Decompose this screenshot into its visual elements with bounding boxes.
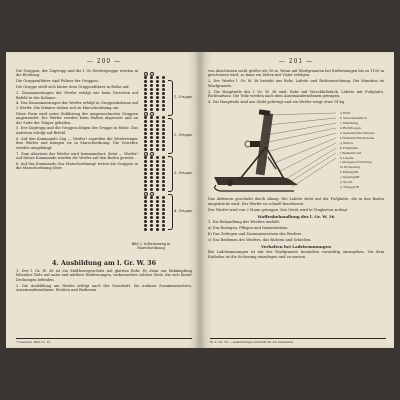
soldier-dot — [162, 204, 165, 207]
soldier-dot — [144, 216, 147, 219]
legend-item: a Rohr — [340, 111, 351, 116]
soldier-dot — [162, 200, 165, 203]
legend-item: g Stütze — [340, 140, 354, 145]
paragraph: 4. Die Hauptteile sind aus Stahl gefertigt und ein Werfer wiegt etwa 14 kg. — [208, 99, 346, 104]
handle-knob — [227, 180, 233, 186]
soldier-dot — [150, 100, 153, 103]
legend-item: b Verschlußstück — [340, 116, 368, 121]
legend-item: p Sporn — [340, 180, 353, 185]
soldier-dot — [162, 188, 165, 191]
body-text — [16, 69, 138, 171]
soldier-dot — [156, 172, 159, 175]
soldier-dot — [162, 132, 165, 135]
soldier-dot — [156, 208, 159, 211]
soldier-dot — [162, 196, 165, 199]
soldier-dot — [162, 92, 165, 95]
soldier-dot — [162, 216, 165, 219]
soldier-dot — [150, 80, 153, 83]
soldier-dot — [144, 156, 147, 159]
soldier-dot — [144, 160, 147, 163]
paragraph: Bei Ladehemmungen ist mit der Wurfgranate besonders vorsichtig umzugehen. Vor dem Entladen ist die Sicherung einzulegen und zu warten. — [208, 250, 384, 259]
soldier-dot — [156, 136, 159, 139]
soldier-dot — [162, 124, 165, 127]
list-item: b) Das Zerlegen und Zusammensetzen des Werfers. — [208, 231, 303, 236]
soldier-dot — [162, 212, 165, 215]
soldier-dot — [144, 88, 147, 91]
soldier-dot — [156, 144, 159, 147]
soldier-dot — [150, 168, 153, 171]
soldier-dot — [144, 120, 147, 123]
soldier-dot — [144, 92, 147, 95]
soldier-dot — [150, 172, 153, 175]
soldier-dot — [162, 76, 165, 79]
soldier-dot — [156, 104, 159, 107]
group-brace — [168, 156, 173, 192]
paragraph: 4. Das Zusammentragen der Werfer erfolgt in Gruppenkolonne auf 2 Werfer. Die Männer reihen sich in Marschordnung ein. — [16, 101, 138, 110]
page-footnote: *) Zeichen, Bild 12, 13. — [16, 338, 192, 344]
soldier-dot — [156, 184, 159, 187]
soldier-dot — [144, 80, 147, 83]
soldier-dot — [162, 128, 165, 131]
soldier-dot — [150, 108, 153, 111]
soldier-dot — [150, 88, 153, 91]
body-text — [208, 250, 384, 259]
paragraph: 1. Der l. Gr. W. 36 ist ein Steilfeuergeschütz mit glattem Rohr. Er dient zur Bekämpfung lebender Ziele auf nahe und mittlere Entfernungen, insbesondere solcher Ziele, die sich hinter Deckungen befinden. — [16, 269, 192, 282]
soldier-dot — [156, 96, 159, 99]
soldier-dot — [156, 188, 159, 191]
paragraph: 7. Zum Absetzen der Werfer wird kommandiert: Setzt — Werfer! Auf dieses Kommando werden die Werfer auf den Boden gesetzt. — [16, 151, 138, 160]
soldier-dot — [156, 220, 159, 223]
list-item: a) Das Reinigen, Pflegen und Instandsetzen. — [208, 225, 289, 230]
soldier-dot — [144, 128, 147, 131]
paragraph: 2. Der Werfer l. Gr. W. 36 besteht aus Rohr, Lafette und Richteinrichtung. Die Munition ist Wurfgranate. — [208, 79, 384, 88]
soldier-dot — [150, 180, 153, 183]
soldier-dot — [162, 156, 165, 159]
soldier-dot — [156, 92, 159, 95]
soldier-dot — [162, 116, 165, 119]
soldier-dot — [150, 196, 153, 199]
figure-caption: Bild 2. Schützenzug in Marschordnung — [131, 242, 171, 250]
group-label: 3. Gruppe — [174, 171, 193, 175]
list-text — [208, 220, 384, 242]
soldier-dot — [150, 200, 153, 203]
paragraph: Diese Form wird unter Zuführung der ausgezeichneten Gruppen angewendet. Die Werfer werden beim Halten abgesetzt und an der Seite der Träger gehalten. — [16, 111, 138, 125]
legend-item: q Tragegriff — [340, 184, 359, 189]
soldier-dot — [150, 176, 153, 179]
legend-item: d Richtbogen — [340, 126, 361, 131]
march-formation-figure — [140, 68, 192, 238]
soldier-dot — [162, 184, 165, 187]
soldier-dot — [162, 224, 165, 227]
soldier-dot — [144, 124, 147, 127]
soldier-dot — [162, 140, 165, 143]
legend-item: l Abzugsvorrichtung — [340, 160, 372, 165]
soldier-dot — [144, 100, 147, 103]
leader-lines — [264, 113, 336, 187]
soldier-dot — [156, 128, 159, 131]
soldier-dot — [150, 216, 153, 219]
group-brace — [168, 80, 173, 116]
soldier-dot — [162, 80, 165, 83]
soldier-dot — [150, 156, 153, 159]
soldier-dot — [162, 228, 165, 231]
legend-item: f Höhenrichtschraube — [340, 135, 375, 140]
paragraph: 6. Auf den Kommando Zug — Werfer! ergreifen die Werferträger ihre Werfer und bringen sie in Marschordnung. Die Gewehre werden umgehängt. — [16, 136, 138, 150]
soldier-dot — [144, 188, 147, 191]
sight-unit — [250, 141, 260, 147]
soldier-dot — [144, 184, 147, 187]
soldier-dot — [144, 168, 147, 171]
soldier-dot — [150, 76, 153, 79]
soldier-dot — [144, 220, 147, 223]
page-number: — 201 — — [278, 58, 314, 65]
soldier-dot — [156, 156, 159, 159]
soldier-dot — [150, 188, 153, 191]
soldier-dot — [156, 176, 159, 179]
soldier-dot — [150, 104, 153, 107]
soldier-dot — [144, 228, 147, 231]
paragraph: Die Gruppen, der Zugtrupp und die l. Gr.-Werfergruppe werden in die Richtung. — [16, 69, 138, 78]
soldier-dot — [150, 132, 153, 135]
paragraph: 8. Auf das Kommando Zur Marschordnung! treten die Gruppen in die Marschordnung über. — [16, 161, 138, 171]
soldier-dot — [144, 164, 147, 167]
legend-item: k Libelle — [340, 155, 354, 160]
legend-item: n Handgriff — [340, 170, 359, 175]
paragraph: Der Werfer wird von 2 Mann getragen. Das Gerät wird in Traglasten zerlegt. — [208, 207, 349, 212]
paragraph: Die Gruppenführer sind Führer der Gruppen. — [16, 79, 99, 84]
section-heading: 4. Ausbildung am l. Gr. W. 36 — [51, 259, 157, 267]
soldier-dot — [144, 116, 147, 119]
soldier-dot — [150, 184, 153, 187]
soldier-dot — [156, 116, 159, 119]
soldier-dot — [156, 196, 159, 199]
soldier-dot — [162, 168, 165, 171]
legend-item: c Mündung — [340, 121, 358, 126]
group-brace — [168, 194, 173, 230]
group-brace — [168, 118, 173, 154]
soldier-dot — [144, 140, 147, 143]
soldier-dot — [150, 144, 153, 147]
soldier-dot — [144, 204, 147, 207]
soldier-dot — [144, 224, 147, 227]
soldier-dot — [156, 100, 159, 103]
group-label: 2. Gruppe — [174, 133, 193, 137]
soldier-dot — [162, 220, 165, 223]
base-plate — [214, 177, 298, 185]
legend-item: m Sicherung — [340, 165, 361, 170]
right-page — [200, 52, 394, 348]
soldier-dot — [144, 132, 147, 135]
soldier-dot — [162, 160, 165, 163]
soldier-dot — [162, 148, 165, 151]
page-footer: W. 2. Nr. 70 — Ausbildungsvorschrift für die Infanterie — [210, 338, 386, 344]
soldier-dot — [162, 180, 165, 183]
soldier-dot — [156, 80, 159, 83]
soldier-dot — [162, 100, 165, 103]
legend-item: i Zielfernrohr — [340, 150, 362, 155]
soldier-dot — [144, 104, 147, 107]
soldier-dot — [162, 88, 165, 91]
soldier-dot — [150, 148, 153, 151]
section-text — [16, 269, 192, 293]
soldier-dot — [156, 228, 159, 231]
soldier-dot — [150, 208, 153, 211]
soldier-dot — [150, 224, 153, 227]
soldier-dot — [156, 200, 159, 203]
soldier-dot — [150, 228, 153, 231]
soldier-dot — [150, 120, 153, 123]
page-number: — 200 — — [86, 58, 122, 65]
soldier-dot — [156, 180, 159, 183]
section-block — [16, 256, 192, 294]
left-page — [6, 52, 200, 348]
soldier-dot — [150, 84, 153, 87]
paragraph: 3. Zusammentragen der Werfer erfolgt wie beim Vortreten auf Befehl in der Kolonne. — [16, 91, 138, 100]
left-text-column — [16, 69, 138, 171]
paragraph: von Abschüssen nicht größer als 50 m. Wenn mit Wurfgranaten bei Entfernungen bis zu 1100 m geschossen wird, so kann ein Zielen mit Visier erfolgen. — [208, 69, 384, 78]
soldier-dot — [156, 204, 159, 207]
soldier-dot — [144, 144, 147, 147]
soldier-dot — [150, 116, 153, 119]
soldier-dot — [162, 176, 165, 179]
paragraph: Das Abfeuern geschieht durch Abzug. Die Lafette steht auf der Fußplatte, die in den Boden eingedrückt wird. Der Werfer ist schnell feuerbereit. — [208, 197, 384, 206]
soldier-dot — [150, 164, 153, 167]
bipod-leg — [266, 147, 284, 179]
soldier-dot — [144, 208, 147, 211]
skid-rail — [215, 185, 294, 191]
subsection-heading: Waffenbehandlung des l. Gr. W. 36 — [257, 214, 335, 220]
soldier-dot — [156, 108, 159, 111]
soldier-dot — [162, 172, 165, 175]
soldier-dot — [162, 120, 165, 123]
soldier-dot — [162, 104, 165, 107]
soldier-dot — [144, 76, 147, 79]
figure-legend — [340, 111, 384, 190]
legend-item: o Spanngriff — [340, 175, 360, 180]
soldier-dot — [150, 204, 153, 207]
soldier-dot — [156, 216, 159, 219]
soldier-dot — [156, 148, 159, 151]
soldier-dot — [156, 160, 159, 163]
soldier-dot — [156, 164, 159, 167]
list-item: 1. Die Behandlung des Werfers umfaßt: — [208, 220, 281, 225]
soldier-dot — [150, 92, 153, 95]
soldier-dot — [144, 148, 147, 151]
soldier-dot — [162, 144, 165, 147]
soldier-dot — [144, 176, 147, 179]
soldier-dot — [150, 160, 153, 163]
soldier-dot — [150, 136, 153, 139]
soldier-dot — [156, 84, 159, 87]
soldier-dot — [144, 108, 147, 111]
soldier-dot — [162, 96, 165, 99]
legend-item: e Seitenrichtschraube — [340, 130, 375, 135]
soldier-dot — [156, 224, 159, 227]
group-label: 1. Gruppe — [174, 95, 193, 99]
soldier-dot — [144, 96, 147, 99]
mortar-illustration — [208, 107, 384, 195]
soldier-dot — [156, 76, 159, 79]
body-text — [208, 69, 384, 104]
legend-item: h Fußplatte — [340, 145, 359, 150]
soldier-dot — [156, 120, 159, 123]
soldier-dot — [156, 168, 159, 171]
paragraph: 5. Der Zugtrupp und die Gruppen folgen der Gruppe in Reihe. Das Antreten erfolgt auf Befehl. — [16, 126, 138, 135]
soldier-dot — [162, 208, 165, 211]
soldier-dot — [156, 212, 159, 215]
soldier-dot — [144, 84, 147, 87]
soldier-dot — [150, 96, 153, 99]
soldier-dot — [150, 212, 153, 215]
soldier-dot — [156, 88, 159, 91]
soldier-dot — [144, 196, 147, 199]
soldier-dot — [162, 84, 165, 87]
soldier-dot — [150, 220, 153, 223]
mortar-drawing — [208, 107, 338, 195]
paragraph: 2. Die Ausbildung am Werfer erfolgt nach der Vorschrift. Sie umfasst Zusammensetzen, Auseinandernehmen, Richten und Bedienen. — [16, 283, 192, 293]
soldier-dot — [150, 128, 153, 131]
soldier-dot — [156, 132, 159, 135]
soldier-dot — [162, 136, 165, 139]
soldier-dot — [162, 164, 165, 167]
paragraph: 3. Die Hauptteile des l. Gr. W. 36 sind: Rohr mit Verschlußstück, Lafette mit Fußplatte, Richtaufsatz. Die Teile werden nach dem Auseinandernehmen getragen. — [208, 89, 384, 99]
subsection-heading: Verhalten bei Ladehemmungen — [260, 244, 332, 250]
soldier-dot — [150, 140, 153, 143]
soldier-dot — [144, 172, 147, 175]
soldier-dot — [156, 140, 159, 143]
soldier-dot — [144, 180, 147, 183]
list-item: c) Das Bedienen des Werfers, das Richten und Schießen. — [208, 237, 312, 242]
soldier-dot — [156, 124, 159, 127]
body-text — [208, 197, 384, 212]
soldier-dot — [162, 108, 165, 111]
soldier-dot — [144, 212, 147, 215]
open-book-spread — [6, 52, 394, 348]
paragraph: Die Gruppe stellt sich hinter dem Gruppenführer in Reihe auf. — [16, 85, 130, 90]
soldier-dot — [144, 200, 147, 203]
group-label: 4. Gruppe — [174, 209, 193, 213]
soldier-dot — [144, 136, 147, 139]
soldier-dot — [150, 124, 153, 127]
